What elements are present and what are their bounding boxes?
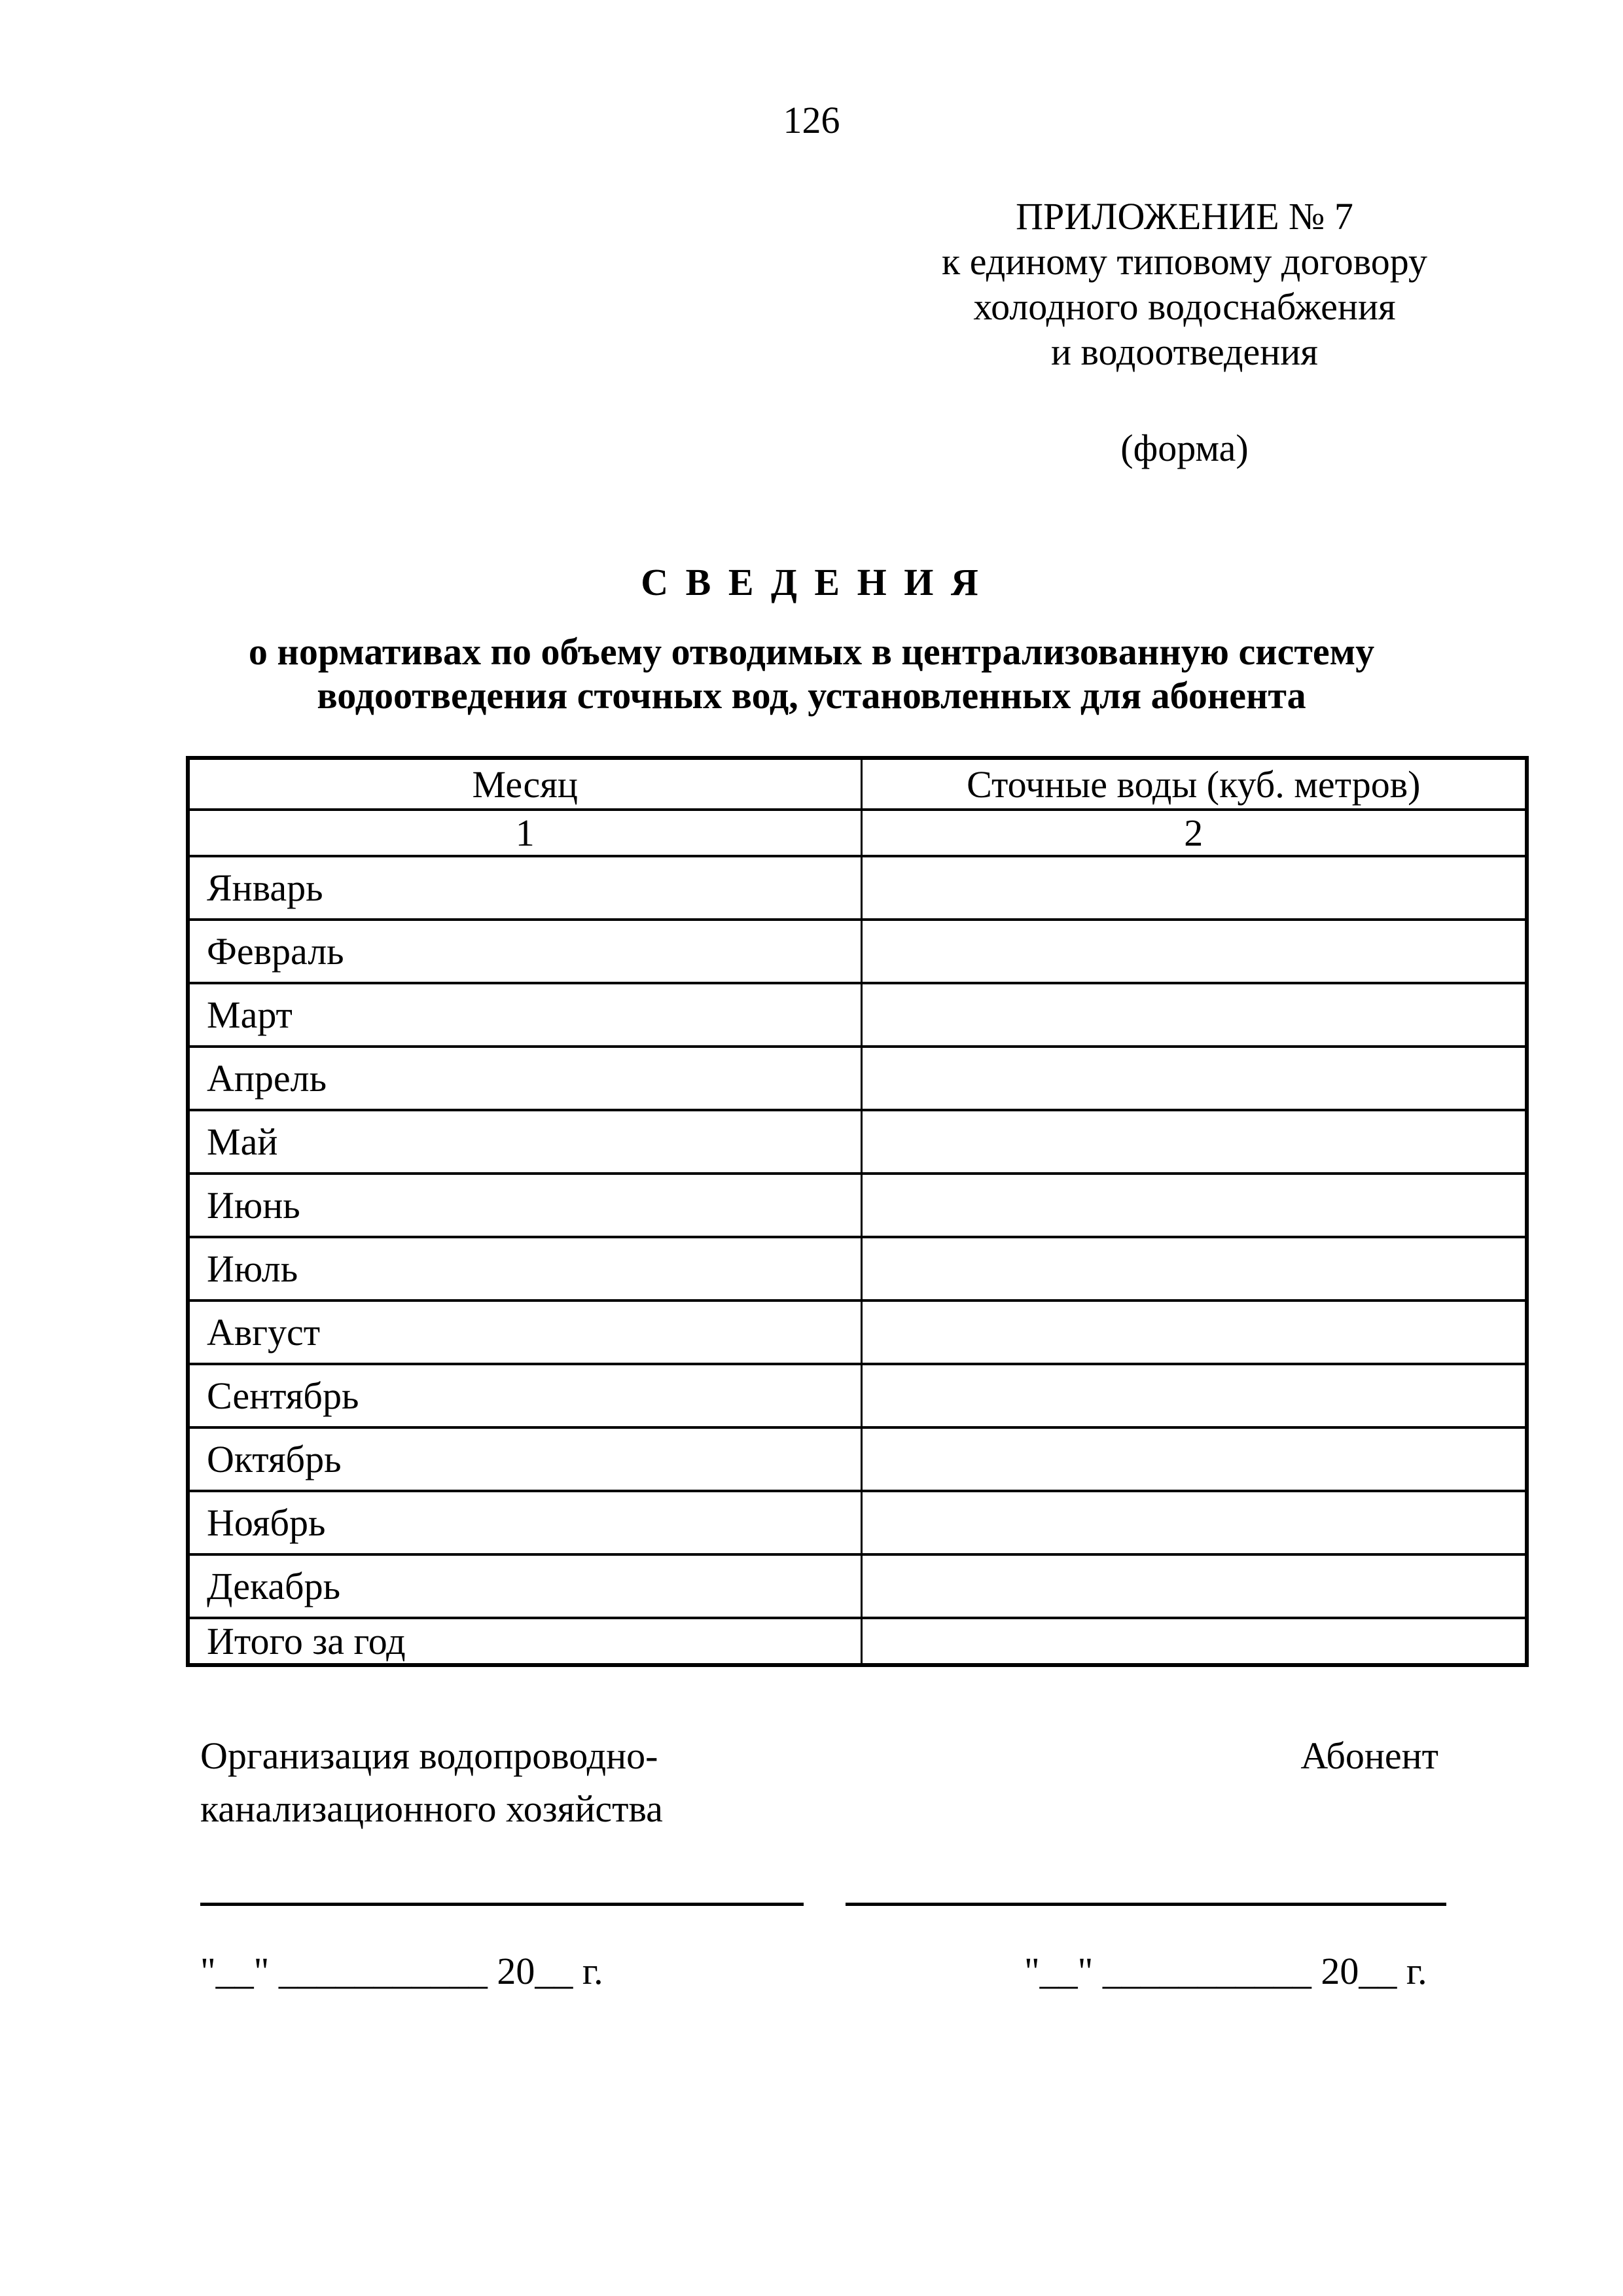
appendix-line-3: и водоотведения — [1051, 331, 1318, 373]
table-row — [188, 1554, 1527, 1618]
column-number-1: 1 — [188, 810, 861, 856]
month-cell: Апрель — [188, 1047, 861, 1110]
month-cell: Сентябрь — [188, 1364, 861, 1427]
signature-line-org[interactable] — [200, 1903, 804, 1906]
value-cell[interactable] — [861, 1237, 1527, 1300]
form-note: (форма) — [1120, 427, 1249, 469]
signature-line-abonent[interactable] — [846, 1903, 1446, 1906]
total-row — [188, 1618, 1527, 1665]
volume-column-header: Сточные воды (куб. метров) — [861, 758, 1527, 810]
norms-table — [186, 756, 1529, 1667]
table-row — [188, 856, 1527, 920]
table-row — [188, 1300, 1527, 1364]
value-cell[interactable] — [861, 1174, 1527, 1237]
table-row — [188, 983, 1527, 1047]
document-subtitle-line-1: о нормативах по объему отводимых в централизованную систему — [248, 630, 1375, 673]
value-cell[interactable] — [861, 856, 1527, 920]
month-cell: Февраль — [188, 920, 861, 983]
value-cell[interactable] — [861, 1110, 1527, 1174]
value-cell[interactable] — [861, 1364, 1527, 1427]
table-row — [188, 1174, 1527, 1237]
value-cell[interactable] — [861, 1300, 1527, 1364]
org-label — [200, 1729, 663, 1835]
total-label-cell: Итого за год — [188, 1618, 861, 1665]
appendix-line-1: к единому типовому договору — [942, 240, 1427, 283]
document-title: С В Е Д Е Н И Я — [641, 561, 982, 603]
month-cell: Декабрь — [188, 1554, 861, 1618]
value-cell[interactable] — [861, 1554, 1527, 1618]
month-cell: Ноябрь — [188, 1491, 861, 1554]
value-cell[interactable] — [861, 1618, 1527, 1665]
month-cell: Июль — [188, 1237, 861, 1300]
month-cell: Август — [188, 1300, 861, 1364]
date-line-abonent[interactable]: "__" ___________ 20__ г. — [1024, 1950, 1427, 1992]
table-row — [188, 1237, 1527, 1300]
table-row — [188, 920, 1527, 983]
appendix-title: ПРИЛОЖЕНИЕ № 7 — [1016, 195, 1353, 238]
abonent-label: Абонент — [1300, 1734, 1438, 1777]
table-row — [188, 1491, 1527, 1554]
table-row — [188, 1110, 1527, 1174]
column-number-2: 2 — [861, 810, 1527, 856]
month-cell: Октябрь — [188, 1427, 861, 1491]
document-subtitle — [0, 630, 1623, 717]
month-cell: Июнь — [188, 1174, 861, 1237]
column-numbers-row — [188, 810, 1527, 856]
month-cell: Март — [188, 983, 861, 1047]
document-subtitle-line-2: водоотведения сточных вод, установленных для абонента — [317, 674, 1306, 717]
org-label-line-2: канализационного хозяйства — [200, 1787, 663, 1830]
org-label-line-1: Организация водопроводно- — [200, 1734, 658, 1777]
table-row — [188, 1047, 1527, 1110]
table-row — [188, 1427, 1527, 1491]
table-header-row — [188, 758, 1527, 810]
month-column-header: Месяц — [188, 758, 861, 810]
page-number: 126 — [783, 99, 840, 141]
appendix-line-2: холодного водоснабжения — [973, 285, 1396, 328]
value-cell[interactable] — [861, 920, 1527, 983]
value-cell[interactable] — [861, 1047, 1527, 1110]
value-cell[interactable] — [861, 1491, 1527, 1554]
month-cell: Май — [188, 1110, 861, 1174]
date-line-org[interactable]: "__" ___________ 20__ г. — [200, 1950, 603, 1992]
month-cell: Январь — [188, 856, 861, 920]
appendix-heading-block — [936, 194, 1433, 471]
table-row — [188, 1364, 1527, 1427]
value-cell[interactable] — [861, 983, 1527, 1047]
value-cell[interactable] — [861, 1427, 1527, 1491]
